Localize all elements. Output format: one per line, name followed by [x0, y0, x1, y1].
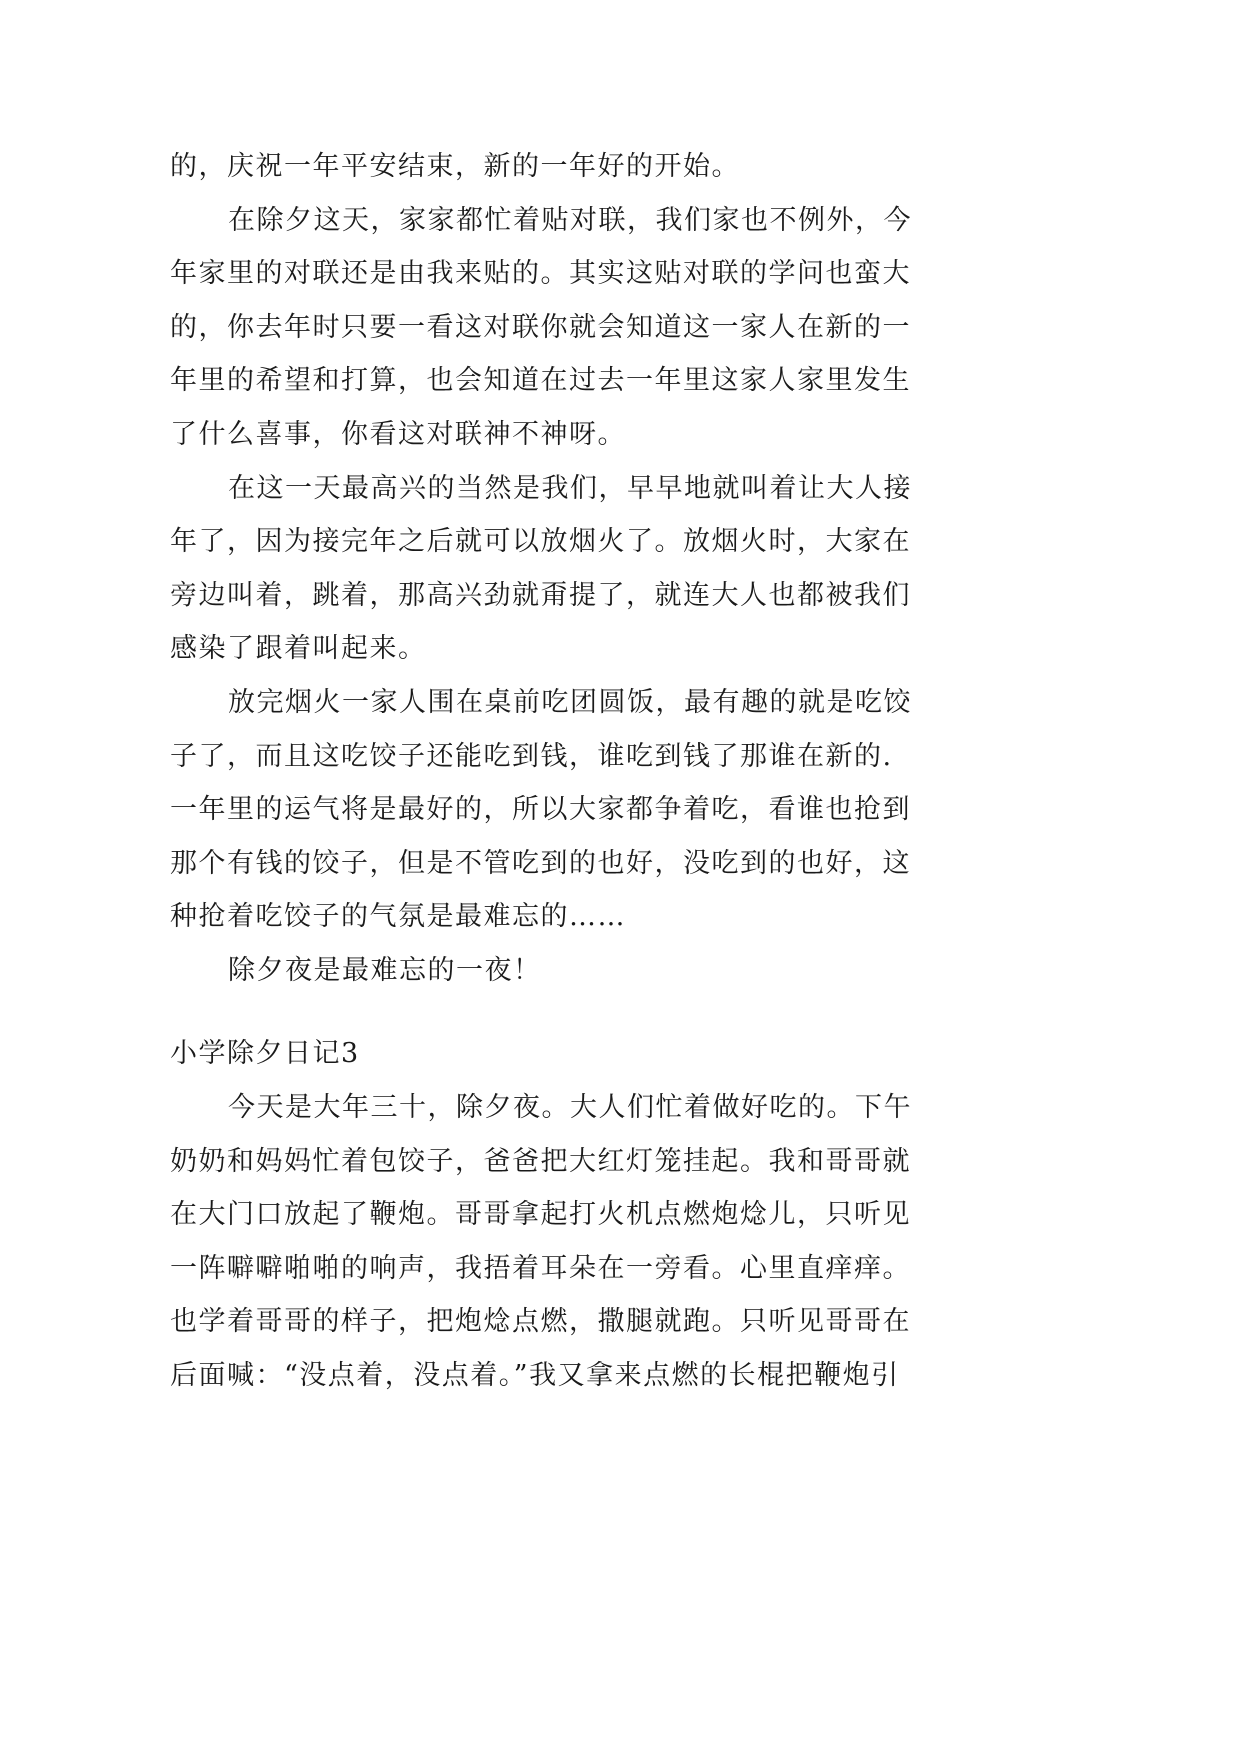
text-line: 了什么喜事，你看这对联神不神呀。 [170, 418, 626, 450]
text-line: 年里的希望和打算，也会知道在过去一年里这家人家里发生 [170, 365, 911, 397]
text-line: 那个有钱的饺子，但是不管吃到的也好，没吃到的也好，这 [170, 847, 911, 879]
text-line: 也学着哥哥的样子，把炮焾点燃，撒腿就跑。只听见哥哥在 [170, 1306, 911, 1338]
paragraph-first-line: 放完烟火一家人围在桌前吃团圆饭，最有趣的就是吃饺 [228, 686, 912, 718]
section-one [170, 140, 962, 998]
text-line: 旁边叫着，跳着，那高兴劲就甭提了，就连大人也都被我们 [170, 579, 911, 611]
text-line: 一年里的运气将是最好的，所以大家都争着吃，看谁也抢到 [170, 794, 911, 826]
text-line: 种抢着吃饺子的气氛是最难忘的…… [170, 901, 626, 933]
text-line: 的，你去年时只要一看这对联你就会知道这一家人在新的一 [170, 311, 911, 343]
section-two [170, 1081, 962, 1403]
paragraph-first-line: 除夕夜是最难忘的一夜！ [228, 954, 542, 986]
text-line: 一阵噼噼啪啪的响声，我捂着耳朵在一旁看。心里直痒痒。 [170, 1252, 911, 1284]
paragraph-first-line: 今天是大年三十，除夕夜。大人们忙着做好吃的。下午 [228, 1092, 912, 1123]
text-line: 在大门口放起了鞭炮。哥哥拿起打火机点燃炮焾儿，只听见 [170, 1199, 911, 1231]
text-line: 感染了跟着叫起来。 [170, 633, 427, 665]
section-heading [170, 1027, 962, 1081]
text-line: 子了，而且这吃饺子还能吃到钱，谁吃到钱了那谁在新的. [170, 740, 893, 772]
paragraph-first-line: 在这一天最高兴的当然是我们，早早地就叫着让大人接 [228, 472, 912, 504]
text-line: 的，庆祝一年平安结束，新的一年好的开始。 [170, 151, 740, 182]
text-line: 奶奶和妈妈忙着包饺子，爸爸把大红灯笼挂起。我和哥哥就 [170, 1145, 911, 1177]
text-line: 年了，因为接完年之后就可以放烟火了。放烟火时，大家在 [170, 526, 911, 558]
text-line: 年家里的对联还是由我来贴的。其实这贴对联的学问也蛮大 [170, 258, 911, 290]
heading-title: 小学除夕日记3 [170, 1038, 360, 1069]
text-line: 后面喊：“没点着，没点着。”我又拿来点燃的长棍把鞭炮引 [170, 1359, 900, 1391]
paragraph-first-line: 在除夕这天，家家都忙着贴对联，我们家也不例外，今 [228, 204, 912, 236]
